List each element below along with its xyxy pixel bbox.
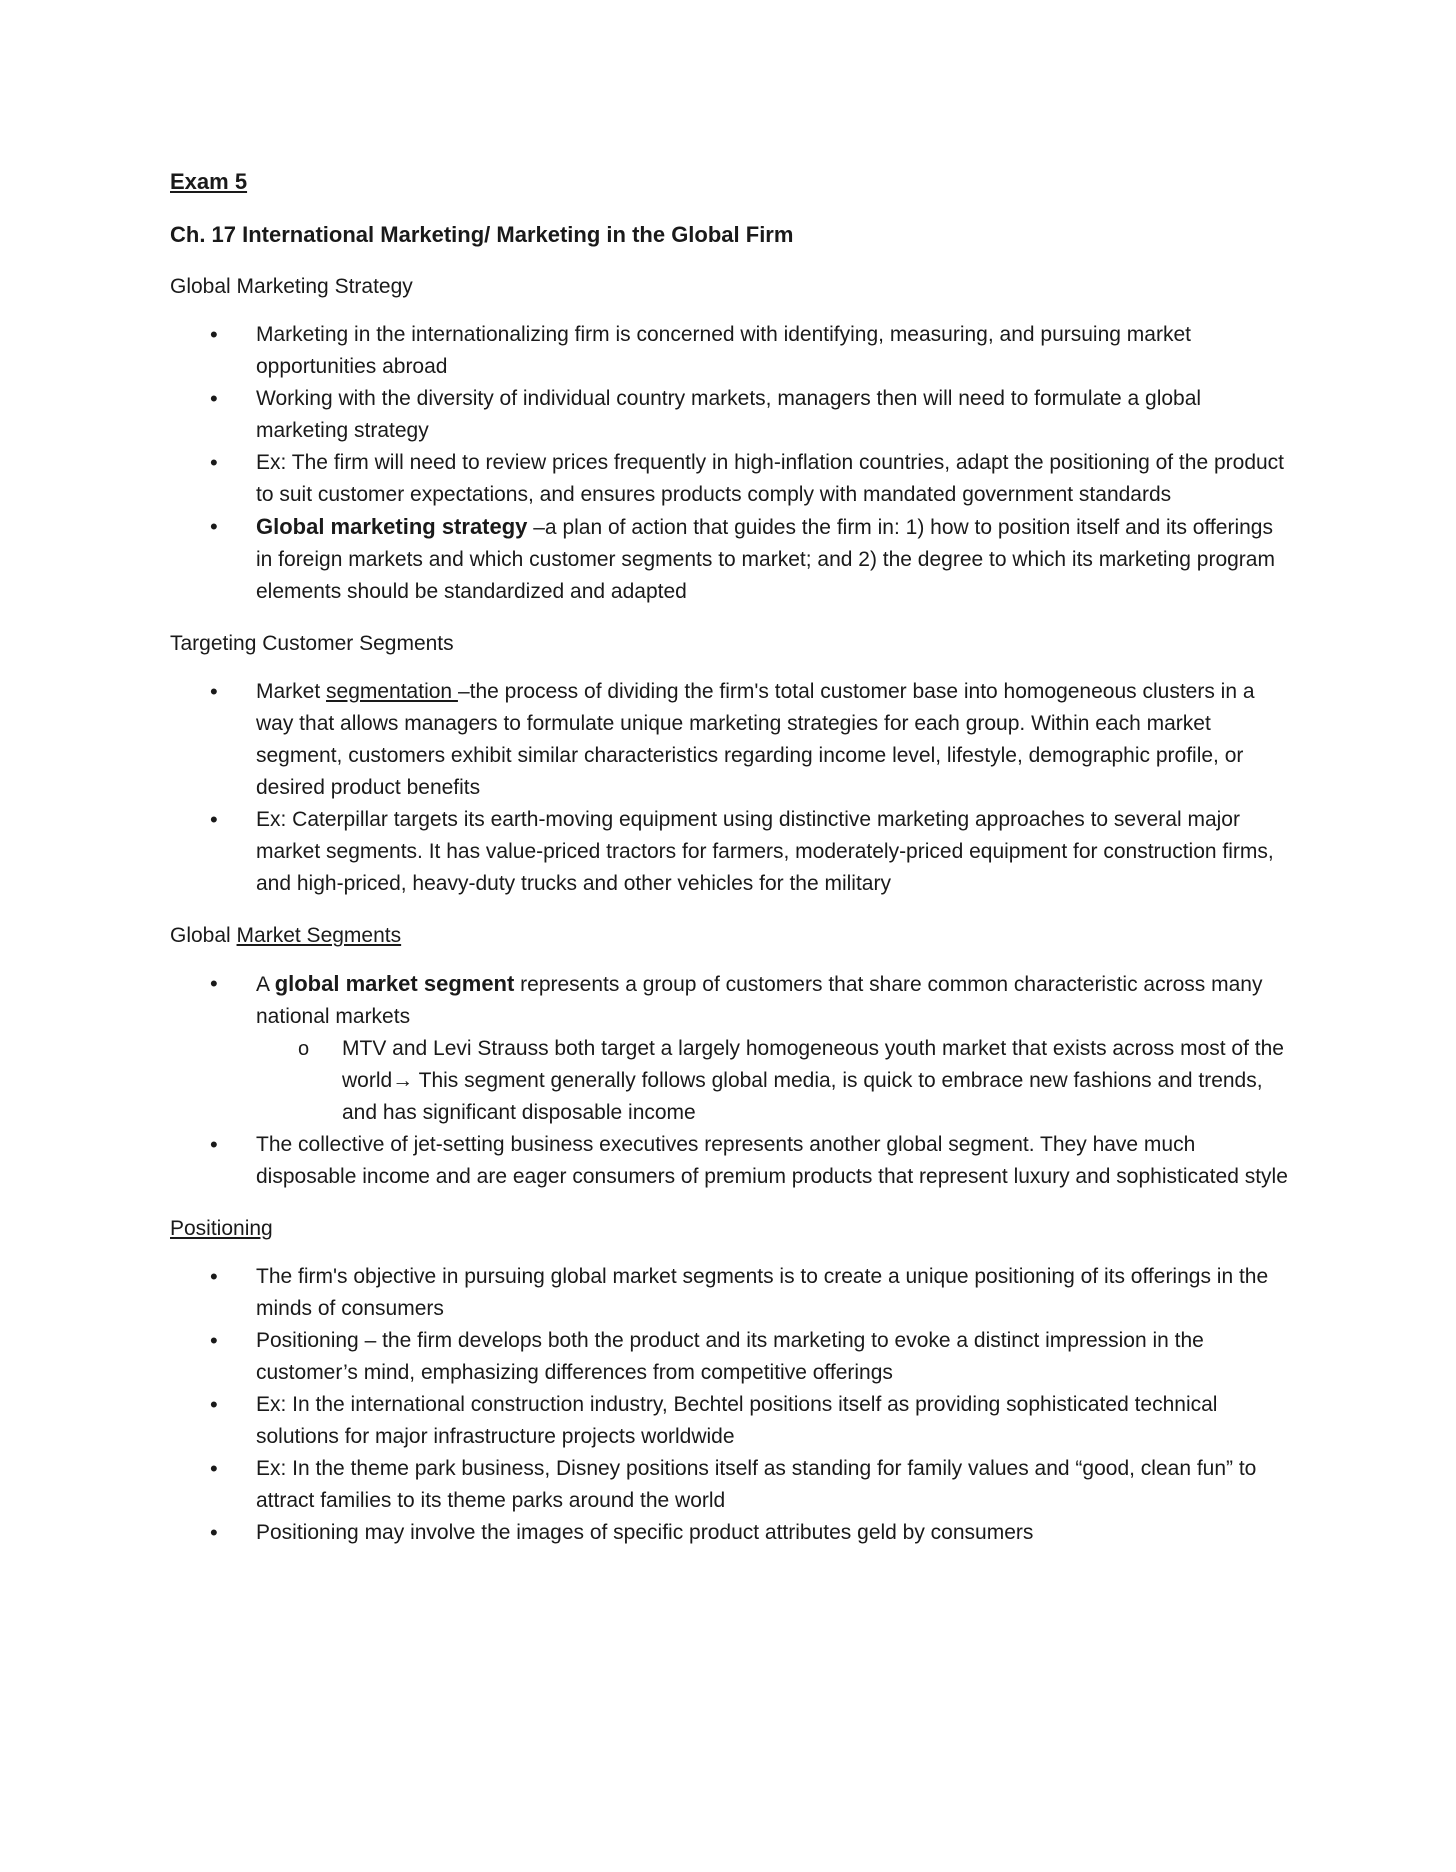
text-prefix: A <box>256 973 275 996</box>
list-item: • Ex: Caterpillar targets its earth-moving equipment using distinctive marketing approaches to several major market segments. It has value-priced tractors for farmers, moderately-priced equipment for construction firms, and high-priced, heavy-duty trucks and other vehicles for the military <box>170 804 1290 900</box>
definition-text: –the process of dividing the firm's total customer base into homogeneous clusters in a way that allows managers to formulate unique marketing strategies for each group. Within each market segment, customers exhibit similar characteristics regarding income level, lifestyle, demographic profile, or desired product benefits <box>256 680 1255 799</box>
term-segmentation: segmentation <box>326 680 458 703</box>
section-heading-positioning: Positioning <box>170 1217 273 1240</box>
definition-text: represents a group of customers that share common characteristic across many national markets <box>256 973 1263 1028</box>
list-item: • Ex: In the international construction industry, Bechtel positions itself as providing sophisticated technical solutions for major infrastructure projects worldwide <box>170 1389 1290 1453</box>
heading-underlined: Market Segments <box>236 924 402 947</box>
list-item: • The collective of jet-setting business executives represents another global segment. They have much disposable income and are eager consumers of premium products that represent luxury and sophisticated style <box>170 1129 1290 1193</box>
term-global-marketing-strategy: Global marketing strategy <box>256 514 528 539</box>
list-item <box>170 676 1290 804</box>
section-heading-targeting-customer-segments: Targeting Customer Segments <box>170 632 454 655</box>
global-strategy-list <box>170 319 1290 608</box>
list-item: • Positioning – the firm develops both the product and its marketing to evoke a distinct impression in the customer’s mind, emphasizing differences from competitive offerings <box>170 1325 1290 1389</box>
list-item <box>170 511 1290 608</box>
list-item: • Ex: In the theme park business, Disney positions itself as standing for family values and “good, clean fun” to attract families to its theme parks around the world <box>170 1453 1290 1517</box>
heading-prefix: Global <box>170 924 237 947</box>
list-item: • Ex: The firm will need to review prices frequently in high-inflation countries, adapt the positioning of the product to suit customer expectations, and ensures products comply with mandated government standards <box>170 447 1290 511</box>
text-prefix: Market <box>256 680 327 703</box>
global-segments-list <box>170 968 1290 1193</box>
document-title: Exam 5 <box>170 169 248 194</box>
list-item: • The firm's objective in pursuing global market segments is to create a unique positioning of its offerings in the minds of consumers <box>170 1261 1290 1325</box>
sub-list <box>256 1033 1290 1129</box>
section-heading-global-marketing-strategy: Global Marketing Strategy <box>170 275 413 298</box>
term-global-market-segment: global market segment <box>274 971 515 996</box>
chapter-title: Ch. 17 International Marketing/ Marketing in the Global Firm <box>170 222 794 247</box>
document-page <box>170 168 1290 1571</box>
list-item: • Positioning may involve the images of specific product attributes geld by consumers <box>170 1517 1290 1549</box>
definition-text: –a plan of action that guides the firm in: 1) how to position itself and its offerings in foreign markets and which customer segments to market; and 2) the degree to which its marketing program elements should be standardized and adapted <box>256 516 1275 603</box>
list-item: • Marketing in the internationalizing firm is concerned with identifying, measuring, and pursuing market opportunities abroad <box>170 319 1290 383</box>
list-item <box>170 968 1290 1129</box>
positioning-list <box>170 1261 1290 1549</box>
sub-list-item: o MTV and Levi Strauss both target a largely homogeneous youth market that exists across most of the world→ This segment generally follows global media, is quick to embrace new fashions and trends, and has significant disposable income <box>256 1033 1290 1129</box>
list-item: • Working with the diversity of individual country markets, managers then will need to formulate a global marketing strategy <box>170 383 1290 447</box>
targeting-list <box>170 676 1290 900</box>
section-heading-global-market-segments <box>170 922 1290 950</box>
